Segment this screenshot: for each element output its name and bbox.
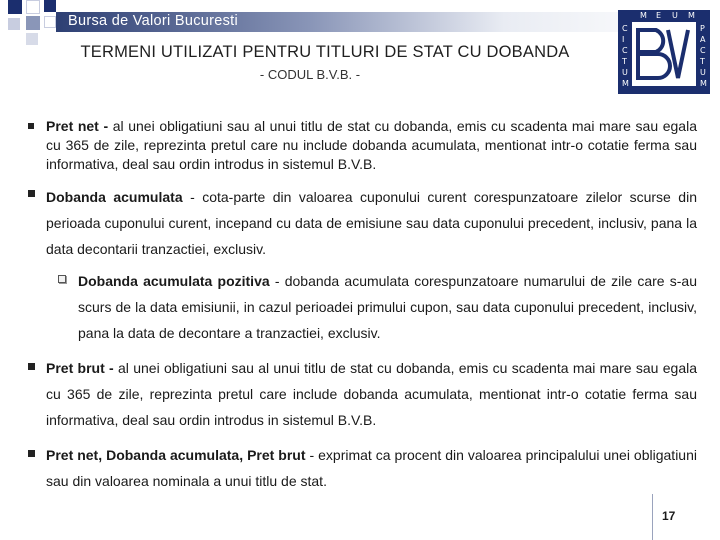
logo-right-letter: P <box>700 24 705 33</box>
logo-left-letter: I <box>622 35 625 44</box>
org-name: Bursa de Valori Bucuresti <box>68 13 239 29</box>
bullet-icon <box>28 123 34 129</box>
logo-left-letter: U <box>622 68 628 77</box>
list-item <box>78 268 697 346</box>
logo-top-letter: M <box>640 11 647 20</box>
term: Pret net - <box>46 118 109 134</box>
page-title: TERMENI UTILIZATI PENTRU TITLURI DE STAT CU DOBANDA <box>80 43 570 61</box>
logo-left-letter: T <box>622 57 627 66</box>
term: Dobanda acumulata <box>46 189 183 205</box>
definition: - exprimat ca procent din valoarea principalului unei obligatiuni sau din valoarea nominala a unui titlu de stat. <box>46 447 697 489</box>
logo-right-letter: A <box>700 35 706 44</box>
logo-right-letter: T <box>700 57 705 66</box>
logo-left-letter: C <box>622 24 628 33</box>
logo-mark-icon <box>618 10 710 94</box>
logo-right-letter: M <box>700 79 707 88</box>
page-subtitle: - CODUL B.V.B. - <box>259 67 361 82</box>
logo-left-letter: C <box>622 46 628 55</box>
definition: - cota-parte din valoarea cuponului curent corespunzatoare zilelor scurse din perioada cuponului curent, incepand cu data de emisiune sau data cuponului precedent, inclusiv, pana la data decontarii tranzactiei, exclusiv. <box>46 189 697 257</box>
list-item <box>46 184 697 262</box>
bullet-icon <box>28 450 35 457</box>
term: Dobanda acumulata pozitiva <box>78 273 270 289</box>
term: Pret net, Dobanda acumulata, Pret brut <box>46 447 306 463</box>
logo-top-letter: E <box>656 11 662 20</box>
divider <box>652 494 653 540</box>
definition: al unei obligatiuni sau al unui titlu de stat cu dobanda, emis cu scadenta mai mare sau egala cu 365 de zile, reprezinta pretul care nu include dobanda acumulata, mentionat intr-o cotatie ferma sau informativa, deal sau ordin introdus in sistemul B.V.B. <box>46 118 697 172</box>
bullet-icon <box>28 363 35 370</box>
logo-right-letter: U <box>700 68 706 77</box>
list-item <box>46 442 697 494</box>
logo-top-letter: U <box>672 11 678 20</box>
header-bar <box>56 12 696 32</box>
sub-bullet-icon <box>58 275 66 283</box>
logo-left-letter: M <box>622 79 629 88</box>
page-number: 17 <box>662 509 676 523</box>
bullet-icon <box>28 190 35 197</box>
list-item <box>46 117 697 174</box>
definition: - dobanda acumulata corespunzatoare numarului de zile care s-au scurs de la data emisiunii, in cazul perioadei primului cupon, sau data cuponului precedent, inclusiv, pana la data de decontare a tranzactiei, exclusiv. <box>78 273 697 341</box>
bvb-logo <box>618 10 710 94</box>
definition: al unei obligatiuni sau al unui titlu de stat cu dobanda, emis cu scadenta mai mare sau egala cu 365 de zile, reprezinta pretul care include dobanda acumulata, mentionat intr-o cotatie ferma sau informativa, deal sau ordin introdus in sistemul B.V.B. <box>46 360 698 428</box>
term: Pret brut - <box>46 360 114 376</box>
list-item <box>46 355 697 433</box>
logo-right-letter: C <box>700 46 706 55</box>
logo-top-letter: M <box>688 11 695 20</box>
